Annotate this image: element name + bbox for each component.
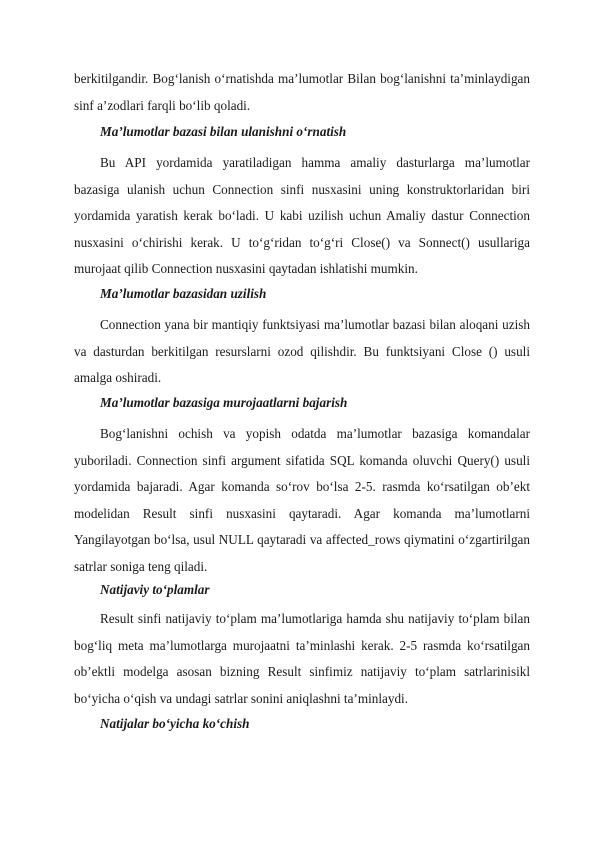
paragraph-disconnect: Connection yana bir mantiqiy funktsiyasi ma’lumotlar bazasi bilan aloqani uzish va dasturdan berkitilgan resurslarni ozod qilishdir. Bu funktsiyani Close () usuli amalga oshiradi. — [74, 317, 530, 385]
paragraph-queries: Bog‘lanishni ochish va yopish odatda ma’lumotlar bazasiga komandalar yuboriladi. Connection sinfi argument sifatida SQL komanda oluvchi Query() usuli yordamida bajaradi. Agar komanda so‘rov bo‘lsa 2-5. rasmda ko‘rsatilgan ob’ekt modelidan Result sinfi nusxasini qaytaradi. Agar komanda ma’lumotlarni Yangilayotgan bo‘lsa, usul NULL qaytaradi va affected_rows qiymatini o‘zgartirilgan satrlar soniga teng qiladi. — [74, 426, 530, 574]
paragraph-result-sets: Result sinfi natijaviy to‘plam ma’lumotlariga hamda shu natijaviy to‘plam bilan bog‘liq meta ma’lumotlarga murojaatni ta’minlashi kerak. 2-5 rasmda ko‘rsatilgan ob’ektli modelga asosan bizning Result sinfimiz natijaviy to‘plam satrlarinisikl bo‘yicha o‘qish va undagi satrlar sonini aniqlashni ta’minlaydi. — [74, 611, 530, 706]
heading-db-disconnect: Ma’lumotlar bazasidan uzilish — [100, 286, 267, 301]
heading-result-navigation: Natijalar bo‘yicha ko‘chish — [100, 716, 250, 731]
heading-result-sets: Natijaviy to‘plamlar — [100, 582, 210, 597]
paragraph-connection: Bu API yordamida yaratiladigan hamma amaliy dasturlarga ma’lumotlar bazasiga ulanish uchun Connection sinfi nusxasini uning konstruktorlaridan biri yordamida yaratish kerak bo‘ladi. U kabi uzilish uchun Amaliy dastur Connection nusxasini o‘chirishi kerak. U to‘g‘ridan to‘g‘ri Close() va Sonnect() usullariga murojaat qilib Connection nusxasini qaytadan ishlatishi mumkin. — [74, 155, 530, 276]
heading-db-queries: Ma’lumotlar bazasiga murojaatlarni bajarish — [100, 395, 348, 410]
paragraph-continuation: berkitilgandir. Bog‘lanish o‘rnatishda ma’lumotlar Bilan bog‘lanishni ta’minlaydigan sinf a’zodlari farqli bo‘lib qoladi. — [74, 71, 530, 113]
heading-db-connection: Ma’lumotlar bazasi bilan ulanishni o‘rnatish — [100, 124, 347, 139]
